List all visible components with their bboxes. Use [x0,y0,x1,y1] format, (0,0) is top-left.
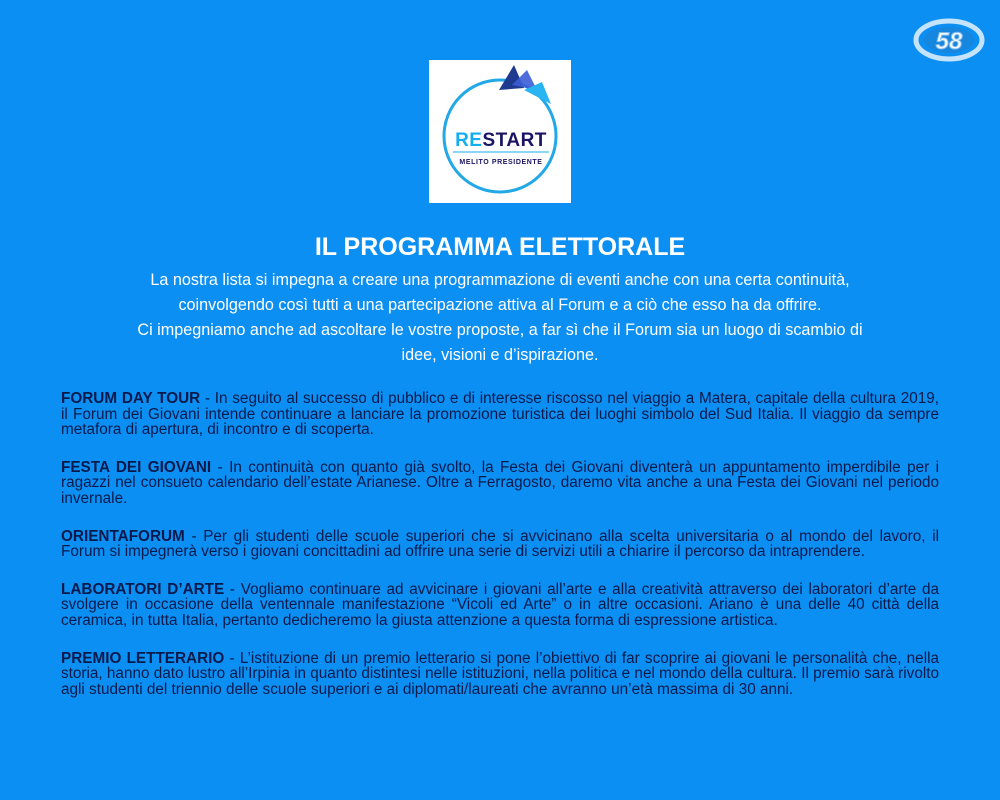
section-premio-letterario [61,651,939,698]
section-text: - Vogliamo continuare ad avvicinare i giovani all’arte e alla creatività attraverso dei laboratori d’arte da svolgere in occasione della ventennale manifestazione “Vicoli ed Arte” o in altre occasioni. Ariano è una delle 40 città della ceramica, in tutta Italia, pertanto dedicheremo la giusta attenzione a questa forma di espressione artistica. [61,580,939,629]
section-title: PREMIO LETTERARIO [61,649,225,667]
section-laboratori-darte [61,582,939,629]
program-sections [61,391,939,719]
page-title: IL PROGRAMMA ELETTORALE [314,233,686,261]
channel-58-logo [912,14,986,64]
intro-line: Ci impegniamo anche ad ascoltare le vostre proposte, a far sì che il Forum sia un luogo di scambio di [137,321,863,339]
section-text: - Per gli studenti delle scuole superiori che si avvicinano alla scelta universitaria o al mondo del lavoro, il Forum si impegnerà verso i giovani concittadini ad offrire una serie di servizi utili a chiarire il percorso da intraprendere. [61,527,939,561]
restart-logo [429,60,571,203]
section-text: - In continuità con quanto già svolto, la Festa dei Giovani diventerà un appuntamento imperdibile per i ragazzi nel consueto calendario dell’estate Arianese. Oltre a Ferragosto, daremo vita anche a una Festa dei Giovani nel periodo invernale. [61,458,939,507]
intro-paragraph [60,268,940,368]
section-title: FORUM DAY TOUR [61,390,201,407]
logo-name: RESTART [455,130,547,151]
intro-line: coinvolgendo così tutti a una partecipazione attiva al Forum e a ciò che esso ha da offrire. [178,296,822,314]
section-festa-dei-giovani [61,460,939,507]
section-text: - In seguito al successo di pubblico e di interesse riscosso nel viaggio a Matera, capitale della cultura 2019, il Forum dei Giovani intende continuare a lanciare la promozione turistica dei luoghi simbolo del Sud Italia. Il viaggio da sempre metafora di apertura, di incontro e di scoperta. [61,390,939,439]
section-orientaforum [61,529,939,560]
intro-line: idee, visioni e d’ispirazione. [401,346,599,364]
section-title: FESTA DEI GIOVANI [61,458,212,476]
intro-line: La nostra lista si impegna a creare una programmazione di eventi anche con una certa continuità, [150,271,850,289]
section-title: ORIENTAFORUM [61,527,185,545]
logo-tagline: MELITO PRESIDENTE [459,159,543,166]
channel-badge-number: 58 [935,28,963,55]
section-title: LABORATORI D’ARTE [61,580,225,598]
section-forum-day-tour [61,391,939,438]
section-text: - L’istituzione di un premio letterario si pone l’obiettivo di far scoprire ai giovani le personalità che, nella storia, hanno dato lustro all’Irpinia in quanto distintesi nelle istituzioni, nella politica e nel mondo della cultura. Il premio sarà rivolto agli studenti del triennio delle scuole superiori e ai diplomati/laureati che avranno un’età massima di 30 anni. [61,649,939,698]
